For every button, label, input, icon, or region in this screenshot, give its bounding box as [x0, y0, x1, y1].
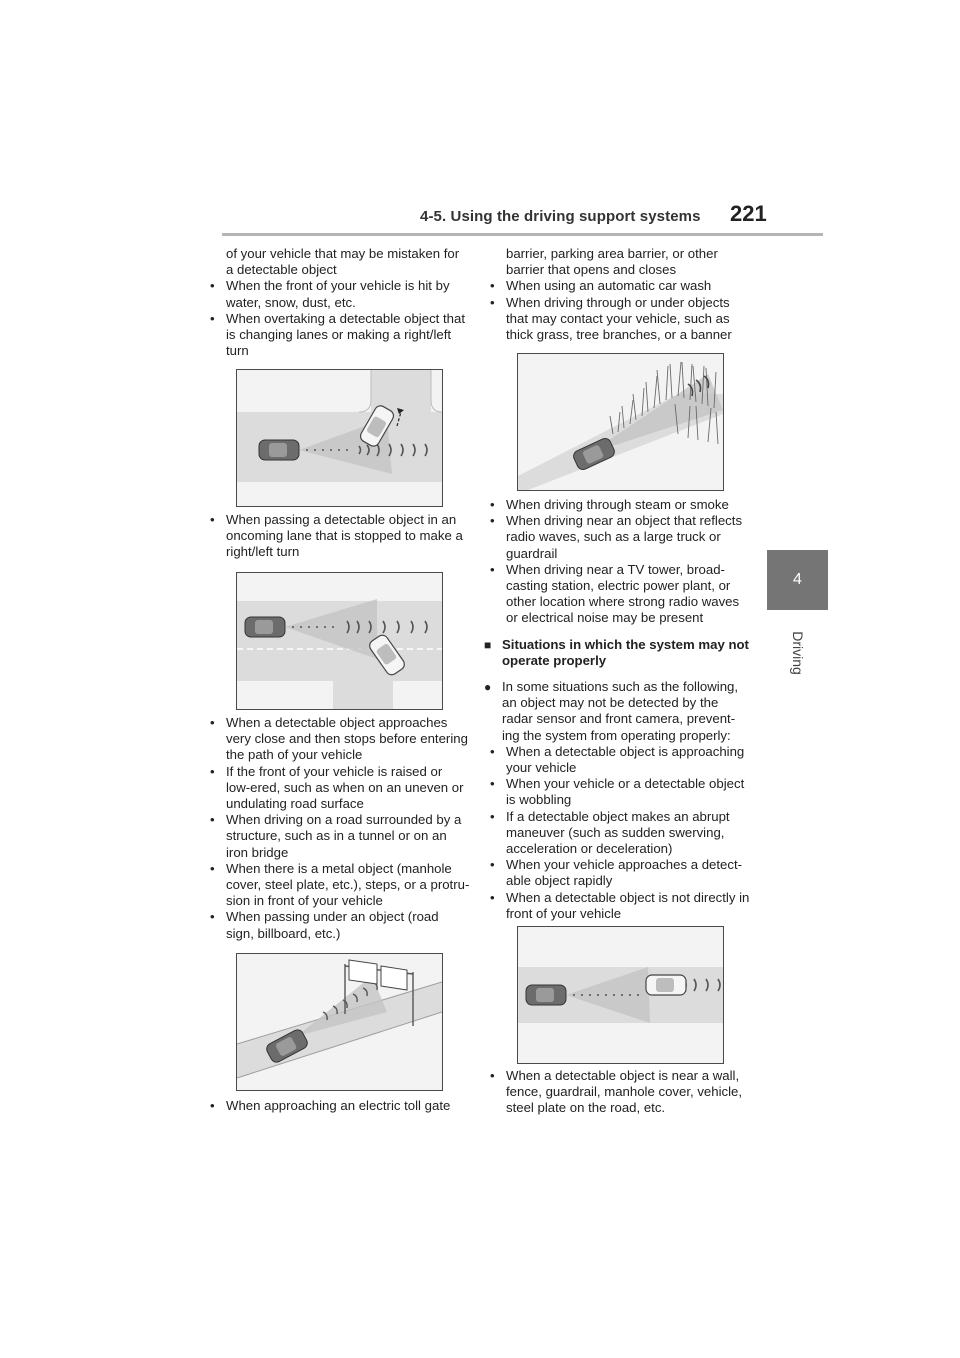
- illustration-offset-object-svg: [518, 927, 723, 1063]
- ego-vehicle-icon: [245, 617, 285, 637]
- illustration-overhead-sign: [236, 953, 443, 1091]
- right-bullets-1: [484, 278, 750, 343]
- left-text-block-3: [204, 715, 470, 942]
- list-item: • When a detectable object is near a wall, fence, guardrail, manhole cover, vehicle, steel plate on the road, etc.: [484, 1068, 750, 1117]
- chapter-label: [768, 626, 828, 680]
- list-item: • When driving near an object that reflects radio waves, such as a large truck or guardrail: [484, 513, 750, 562]
- list-item: • If a detectable object makes an abrupt maneuver (such as sudden swerving, acceleration or deceleration): [484, 809, 750, 858]
- list-item: • When passing under an object (road sign, billboard, etc.): [204, 909, 470, 941]
- list-item: • When approaching an electric toll gate: [204, 1098, 470, 1114]
- ego-vehicle-icon: [259, 440, 299, 460]
- chapter-number: 4: [793, 571, 802, 588]
- chapter-label-text: Driving: [789, 631, 806, 675]
- left-bullets-4: [204, 1098, 470, 1114]
- right-cont-text: barrier, parking area barrier, or other barrier that opens and closes: [506, 246, 718, 278]
- left-intro-text: of your vehicle that may be mistaken for a detectable object: [226, 246, 460, 278]
- list-item: • When there is a metal object (manhole cover, steel plate, etc.), steps, or a protru-sion in front of your vehicle: [204, 861, 470, 910]
- list-item: • When driving through steam or smoke: [484, 497, 750, 513]
- list-item: • When your vehicle or a detectable object is wobbling: [484, 776, 750, 808]
- list-item: • When the front of your vehicle is hit by water, snow, dust, etc.: [204, 278, 470, 310]
- list-item: • When a detectable object approaches very close and then stops before entering the path of your vehicle: [204, 715, 470, 764]
- illustration-offset-object: [517, 926, 724, 1064]
- list-item: • When using an automatic car wash: [484, 278, 750, 294]
- illustration-oncoming-turn-svg: [237, 573, 442, 709]
- square-marker-icon: ■: [484, 637, 492, 652]
- header-rule: [222, 233, 823, 236]
- list-item: • When your vehicle approaches a detect-able object rapidly: [484, 857, 750, 889]
- subheading-text: Situations in which the system may not operate properly: [502, 636, 749, 668]
- section-title: 4-5. Using the driving support systems: [420, 208, 701, 225]
- right-bullets-4: [484, 1068, 750, 1117]
- list-item: • When overtaking a detectable object that is changing lanes or making a right/left turn: [204, 311, 470, 360]
- right-bullets-3: [484, 744, 750, 922]
- right-text-block-3: [484, 1068, 750, 1117]
- left-text-block-2: [204, 512, 470, 561]
- left-text-block-4: [204, 1098, 470, 1114]
- target-vehicle-icon: [646, 975, 686, 995]
- list-item: • When passing a detectable object in an oncoming lane that is stopped to make a right/left turn: [204, 512, 470, 561]
- list-item: • When driving on a road surrounded by a structure, such as in a tunnel or on an iron bridge: [204, 812, 470, 861]
- page-number: 221: [730, 201, 767, 226]
- left-bullets-3: [204, 715, 470, 942]
- note-paragraph-text: In some situations such as the following, an object may not be detected by the radar sensor and front camera, prevent-ing the system from operating properly:: [502, 679, 739, 743]
- circle-marker-icon: ●: [484, 680, 492, 695]
- right-bullets-2: [484, 497, 750, 627]
- list-item: • When driving through or under objects that may contact your vehicle, such as thick grass, tree branches, or a banner: [484, 295, 750, 344]
- right-text-block-2: [484, 497, 750, 922]
- list-item: • If the front of your vehicle is raised or low-ered, such as when on an uneven or undulating road surface: [204, 764, 470, 813]
- left-bullets-2: [204, 512, 470, 561]
- ego-vehicle-icon: [526, 985, 566, 1005]
- list-item: • When driving near a TV tower, broad-casting station, electric power plant, or other location where strong radio waves or electrical noise may be present: [484, 562, 750, 627]
- chapter-tab: [767, 550, 828, 610]
- illustration-thick-grass-svg: [518, 354, 723, 490]
- list-item: • When a detectable object is approaching your vehicle: [484, 744, 750, 776]
- illustration-thick-grass: [517, 353, 724, 491]
- illustration-overtaking-turn: [236, 369, 443, 507]
- list-item: • When a detectable object is not directly in front of your vehicle: [484, 890, 750, 922]
- left-text-block-1: [204, 246, 470, 359]
- note-paragraph: [484, 679, 750, 744]
- right-text-block-1: [484, 246, 750, 343]
- illustration-oncoming-turn: [236, 572, 443, 710]
- illustration-overtaking-turn-svg: [237, 370, 442, 506]
- subheading: [484, 637, 750, 669]
- illustration-overhead-sign-svg: [237, 954, 442, 1090]
- left-bullets-1: [204, 278, 470, 359]
